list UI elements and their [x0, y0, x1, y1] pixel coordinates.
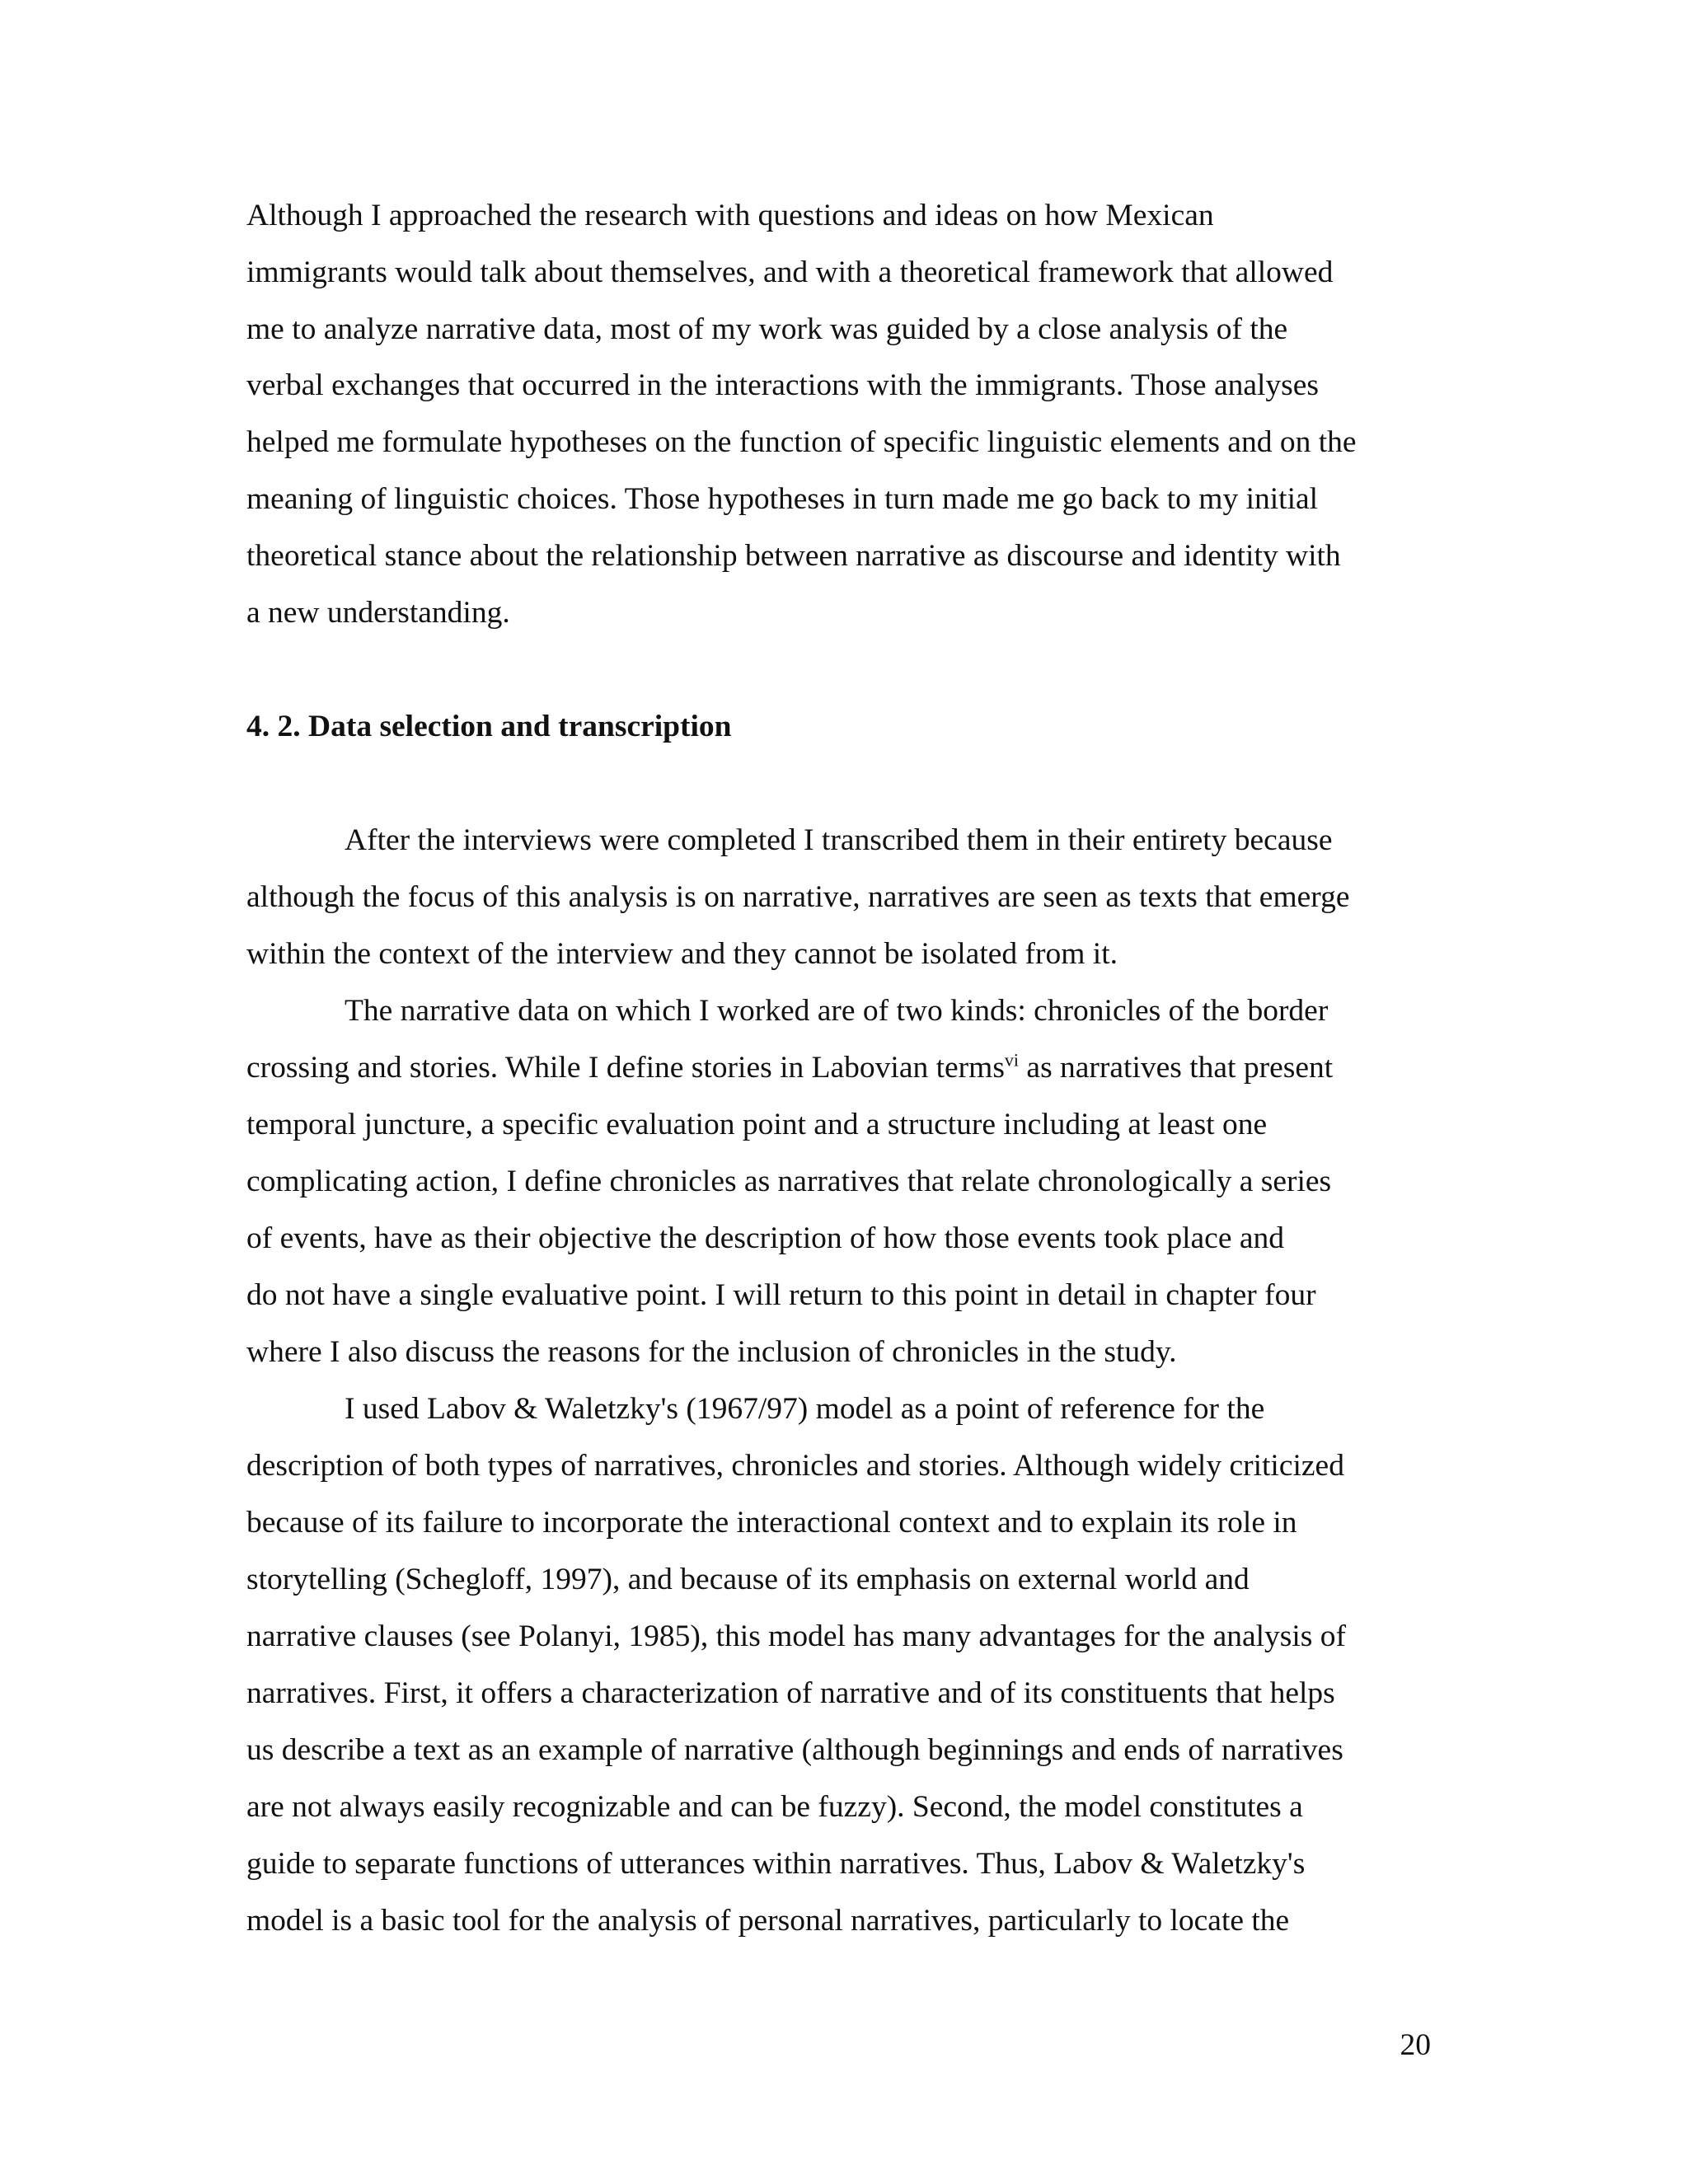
- footnote-reference[interactable]: vi: [1004, 1049, 1020, 1071]
- paragraph-4-line-5: narrative clauses (see Polanyi, 1985), this model has many advantages for the analysis of: [246, 1619, 1346, 1653]
- paragraph-3-line-7: where I also discuss the reasons for the inclusion of chronicles in the study.: [246, 1335, 1177, 1369]
- paragraph-4-line-8: are not always easily recognizable and can be fuzzy). Second, the model constitutes a: [246, 1790, 1303, 1824]
- paragraph-3-line-2-start: crossing and stories. While I define stories in Labovian terms: [246, 1051, 1005, 1085]
- paragraph-1-line-2: immigrants would talk about themselves, and with a theoretical framework that allowed: [246, 255, 1334, 289]
- paragraph-3-line-5: of events, have as their objective the description of how those events took place and: [246, 1221, 1284, 1255]
- page-number: 20: [1400, 2028, 1431, 2062]
- paragraph-1-line-8: a new understanding.: [246, 596, 510, 630]
- paragraph-3-line-3: temporal juncture, a specific evaluation point and a structure including at least one: [246, 1108, 1268, 1141]
- paragraph-3-line-6: do not have a single evaluative point. I will return to this point in detail in chapter four: [246, 1278, 1316, 1312]
- paragraph-3-line-2-end: as narratives that present: [1019, 1051, 1334, 1085]
- paragraph-4-line-2: description of both types of narratives, chronicles and stories. Although widely criticized: [246, 1449, 1344, 1483]
- paragraph-4-line-3: because of its failure to incorporate the interactional context and to explain its role in: [246, 1506, 1297, 1540]
- paragraph-4-line-10: model is a basic tool for the analysis of personal narratives, particularly to locate the: [246, 1904, 1290, 1938]
- paragraph-4-line-6: narratives. First, it offers a characterization of narrative and of its constituents that helps: [246, 1676, 1335, 1710]
- paragraph-1-line-5: helped me formulate hypotheses on the function of specific linguistic elements and on the: [246, 425, 1357, 459]
- section-heading: 4. 2. Data selection and transcription: [246, 710, 732, 743]
- paragraph-1-line-3: me to analyze narrative data, most of my work was guided by a close analysis of the: [246, 312, 1288, 346]
- paragraph-3-line-1: The narrative data on which I worked are of two kinds: chronicles of the border: [345, 994, 1329, 1028]
- paragraph-4-line-4: storytelling (Schegloff, 1997), and because of its emphasis on external world and: [246, 1563, 1250, 1596]
- paragraph-3-line-2: [246, 1048, 1333, 1088]
- paragraph-1-line-6: meaning of linguistic choices. Those hypotheses in turn made me go back to my initial: [246, 482, 1319, 516]
- paragraph-3-line-4: complicating action, I define chronicles as narratives that relate chronologically a series: [246, 1165, 1332, 1198]
- paragraph-4-line-9: guide to separate functions of utterances within narratives. Thus, Labov & Waletzky's: [246, 1847, 1306, 1881]
- paragraph-4-line-7: us describe a text as an example of narrative (although beginnings and ends of narratives: [246, 1733, 1343, 1767]
- paragraph-4-line-1: I used Labov & Waletzky's (1967/97) model as a point of reference for the: [345, 1392, 1265, 1426]
- paragraph-2-line-3: within the context of the interview and they cannot be isolated from it.: [246, 937, 1118, 971]
- paragraph-2-line-1: After the interviews were completed I transcribed them in their entirety because: [345, 823, 1333, 857]
- paragraph-1-line-7: theoretical stance about the relationship between narrative as discourse and identity with: [246, 539, 1341, 573]
- paragraph-2-line-2: although the focus of this analysis is on narrative, narratives are seen as texts that emerge: [246, 880, 1350, 914]
- paragraph-1-line-4: verbal exchanges that occurred in the interactions with the immigrants. Those analyses: [246, 368, 1319, 402]
- paragraph-1-line-1: Although I approached the research with questions and ideas on how Mexican: [246, 199, 1214, 232]
